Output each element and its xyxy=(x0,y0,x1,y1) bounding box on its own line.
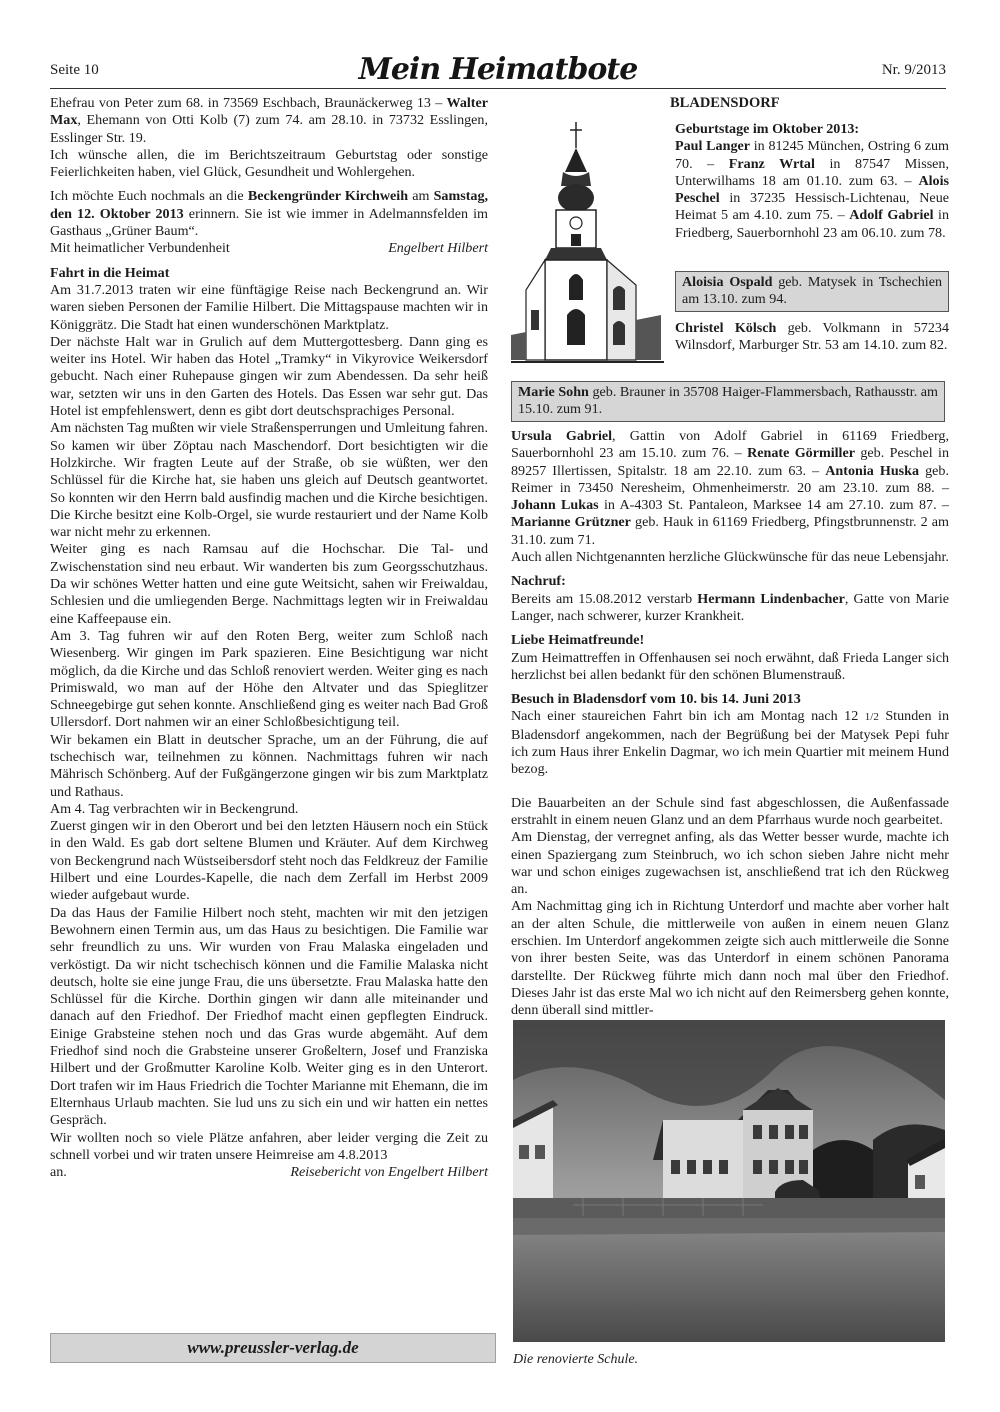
trip-signature: Reisebericht von Engelbert Hilbert xyxy=(290,1164,488,1181)
trip-paragraph-3: Am nächsten Tag mußten wir viele Straßensperrungen und Umleitung fahren. So kamen wir über Zöptau nach Maschendorf. Dort besichtigten wir die Holzkirche. Wir fragten Leute auf der Straße, ob sie wüßten, wer den Schlüssel für die Kirche hat, sie haben uns gleich auf Deutsch geantwortet. So konnten wir den Herrn bald ausfindig machen und die Kirche besichtigen. Die Kirche besitzt eine Kolb-Orgel, sie wurde restauriert und der Name Kolb war nicht mehr zu erkennen. xyxy=(50,420,488,541)
trip-paragraph-6: Wir bekamen ein Blatt in deutscher Sprache, um an der Führung, die auf tschechisch war, teilnehmen zu können. Nachmittags fuhren wir nach Mährisch Schönberg. Auf der Fußgängerzone gingen wir bis zum Marktplatz und Rathaus. xyxy=(50,731,488,800)
trip-paragraph-4: Weiter ging es nach Ramsau auf die Hochschar. Die Tal- und Zwischenstation sind neu erbaut. Wir wanderten bis zum Georgsschutzhaus. Da wir schönes Wetter hatten und eine gute Weitsicht, sahen wir Freiwaldau, Schlesien und die umliegenden Berge. Nachmittags legten wir in Freiwaldau eine Kaffeepause ein. xyxy=(50,541,488,627)
birthdays-october xyxy=(675,121,949,242)
closing-line: Mit heimatlicher Verbundenheit Engelbert Hilbert xyxy=(50,240,488,257)
trip-paragraph-10: Wir wollten noch so viele Plätze anfahren, aber leider verging die Zeit zu schnell vorbei und wir traten unsere Heimreise am 4.8.2013 xyxy=(50,1129,488,1163)
birthday-koelsch: Christel Kölsch geb. Volkmann in 57234 Wilnsdorf, Marburger Str. 53 am 14.10. zum 82. xyxy=(675,320,949,354)
trip-signature-line: an. Reisebericht von Engelbert Hilbert xyxy=(50,1164,488,1181)
page-header xyxy=(50,52,946,88)
signature: Engelbert Hilbert xyxy=(388,240,488,257)
section-title: BLADENSDORF xyxy=(670,95,780,111)
heading-friends: Liebe Heimatfreunde! xyxy=(511,632,645,649)
highlight-box-sohn: Marie Sohn geb. Brauner in 35708 Haiger-Flammersbach, Rathausstr. am 15.10. zum 91. xyxy=(511,381,945,422)
kirchweih-paragraph: Ich möchte Euch nochmals an die Beckengründer Kirchweih am Samstag, den 12. Oktober 2013 erinnern. Sie ist wie immer in Adelmannsfelden im Gasthaus „Grüner Baum“. xyxy=(50,188,489,240)
visit-paragraph-4: Am Nachmittag ging ich in Richtung Unterdorf und machte aber vorher halt an der alten Schule, die mittlerweile von außen in einem neuen Glanz erschien. Im Unterdorf angekommen zeigte sich auch mittlerweile die Sonne von ihrer besten Seite, was das Unterdorf in einem schönen Panorama darstellte. Der Rückweg führte mich dann noch mal über den Friedhof. Dieses Jahr ist das erste Mal wo ich nicht auf den Reimersberg gehen konnte, denn überall sind mittler- xyxy=(511,898,949,1019)
header-rule xyxy=(50,88,946,89)
page-number: Seite 10 xyxy=(50,62,99,78)
masthead-logo: Mein Heimatbote xyxy=(358,52,638,87)
issue-number: Nr. 9/2013 xyxy=(881,62,946,78)
left-column xyxy=(50,95,488,1181)
publisher-website[interactable]: www.preussler-verlag.de xyxy=(50,1333,496,1363)
trip-paragraph-5: Am 3. Tag fuhren wir auf den Roten Berg, weiter zum Schloß nach Wiesenberg. Wir gingen im Park spazieren. Eine Besichtigung war nicht möglich, da die Kirche und das Schloß renoviert werden. Weiter ging es nach Primiswald, wo man auf der Höhe den Altvater und das Spieglitzer Schneegebirge gut sehen konnte. Anschließend ging es weiter nach Bad Groß Ullersdorf. Dort nahmen wir an einer Schloßbesichtigung teil. xyxy=(50,627,488,731)
trip-paragraph-8: Zuerst gingen wir in den Oberort und bei den letzten Häusern noch ein Stück in den Wald. Es gab dort seltene Blumen und Kräuter. Auf dem Kirchweg von Beckengrund nach Wüstseibersdorf steht noch das Feldkreuz der Familie Hilbert und eine Lourdes-Kapelle, die nach dem Zerfall im Herbst 2009 wieder aufgebaut wurde. xyxy=(50,818,488,904)
church-illustration xyxy=(511,120,664,373)
birthdays-list: Paul Langer in 81245 München, Ostring 6 zum 70. – Franz Wrtal in 87547 Missen, Unterwilhams 18 am 01.10. zum 63. – Alois Peschel in 37235 Hessisch-Lichtenau, Neue Heimat 5 am 4.10. zum 75. – Adolf Gabriel in Friedberg, Sauerbornhohl 23 am 06.10. zum 78. xyxy=(675,138,950,241)
photo-caption: Die renovierte Schule. xyxy=(513,1352,639,1367)
heading-trip: Fahrt in die Heimat xyxy=(50,264,170,281)
visit-paragraph-2: Die Bauarbeiten an der Schule sind fast abgeschlossen, die Außenfassade erstrahlt in einem neuen Glanz und an dem Pfarrhaus wurde noch gearbeitet. xyxy=(511,794,949,828)
trip-paragraph-2: Der nächste Halt war in Grulich auf dem Muttergottesberg. Dann ging es weiter ins Hotel. Wir haben das Hotel „Tramky“ in Vikyrovice Weikersdorf gebucht. Nach einer Ruhepause gingen wir zum Abendessen. Da sehr heiß war, setzten wir uns in den Garten des Hotels. Das Essen war sehr gut. Das Hotel ist empfehlenswert, denn es gibt dort deutschsprachiges Personal. xyxy=(50,333,488,420)
heading-visit: Besuch in Bladensdorf vom 10. bis 14. Juni 2013 xyxy=(511,691,801,708)
birthdays-heading: Geburtstage im Oktober 2013: xyxy=(675,121,860,137)
birthday-continuation: Ehefrau von Peter zum 68. in 73569 Eschbach, Braunäckerweg 13 – Walter Max, Ehemann von Otti Kolb (7) zum 74. am 28.10. in 73732 Esslingen, Esslinger Str. 19. xyxy=(50,95,488,146)
visit-paragraph-1: Nach einer staureichen Fahrt bin ich am Montag nach 12 1/2 Stunden in Bladensdorf angekommen, nach der Begrüßung bei der Matysek Pepi fuhr ich zum Haus ihrer Enkelin Dagmar, wo ich mein Quartier mit meinem Hund bezog. xyxy=(511,708,949,778)
heading-obituary: Nachruf: xyxy=(511,573,566,590)
trip-paragraph-9: Da das Haus der Familie Hilbert noch steht, machten wir mit den jetzigen Bewohnern einen Termin aus, um das Haus zu besichtigen. Die Familie war sehr freundlich zu uns. Wir wurden von Frau Malaska eingeladen und verköstigt. Da wir nicht tschechisch können und die Familie Malaska nicht deutsch, holte sie eine junge Frau, die uns übersetzte. Frau Malaska hatte den Schlüssel für die Kirche. Dorthin gingen wir dann alle miteinander und danach auf den Friedhof. Der Friedhof macht einen gepflegten Eindruck. Einige Grabsteine stehen noch und das Gras wurde abgemäht. Auf dem Friedhof sind noch die Grabsteine unserer Großeltern, Josef und Franziska Hilbert und der Großmutter Karoline Kolb. Weiter ging es in den Unterort. Dort trafen wir im Haus Friedrich die Tochter Marianne mit Ehemann, die im Elternhaus Urlaub machten. Sie lud uns zu sich ein und wir hatten ein nettes Gespräch. xyxy=(50,904,488,1129)
school-photo xyxy=(513,1020,945,1342)
right-column-body xyxy=(511,428,949,1020)
wishes-paragraph: Ich wünsche allen, die im Berichtszeitraum Geburtstag oder sonstige Feierlichkeiten haben, viel Glück, Gesundheit und Wohlergehen. xyxy=(50,146,488,181)
highlight-box-ospald: Aloisia Ospald geb. Matysek in Tschechien am 13.10. zum 94. xyxy=(675,271,949,312)
visit-paragraph-3: Am Dienstag, der verregnet anfing, als das Wetter besser wurde, machte ich einen Spaziergang zum Steinbruch, wo ich schon sieben Jahre nicht mehr war und schon einiges zugewachsen ist, anschließend trat ich den Rückweg an. xyxy=(511,829,949,898)
half-fraction: 1/2 xyxy=(864,711,879,724)
obituary-text: Bereits am 15.08.2012 verstarb Hermann Lindenbacher, Gatte von Marie Langer, nach schwerer, kurzer Krankheit. xyxy=(511,590,949,624)
wishes-all: Auch allen Nichtgenannten herzliche Glückwünsche für das neue Lebensjahr. xyxy=(511,549,949,566)
birthday-list-continued: Ursula Gabriel, Gattin von Adolf Gabriel in 61169 Friedberg, Sauerbornhohl 23 am 15.10. zum 76. – Renate Görmiller geb. Peschel in 89257 Illertissen, Spitalstr. 18 am 22.10. zum 63. – Antonia Huska geb. Reimer in 73450 Neresheim, Ohmenheimerstr. 20 am 23.10. zum 88. – Johann Lukas in A-4303 St. Pantaleon, Marksee 14 am 27.10. zum 87. – Marianne Grützner geb. Hauk in 61169 Friedberg, Pfingstbrunnenstr. 2 am 31.10. zum 71. xyxy=(511,428,949,548)
trip-paragraph-1: Am 31.7.2013 traten wir eine fünftägige Reise nach Beckengrund an. Wir waren sieben Personen der Familie Hilbert. Die Mittagspause machten wir in Königgrätz. Die Stadt hat einen wunderschönen Marktplatz. xyxy=(50,281,488,333)
trip-paragraph-7: Am 4. Tag verbrachten wir in Beckengrund. xyxy=(50,800,299,817)
friends-text: Zum Heimattreffen in Offenhausen sei noch erwähnt, daß Frieda Langer sich herzlichst bei allen bedankt für den schönen Blumenstrauß. xyxy=(511,649,949,683)
